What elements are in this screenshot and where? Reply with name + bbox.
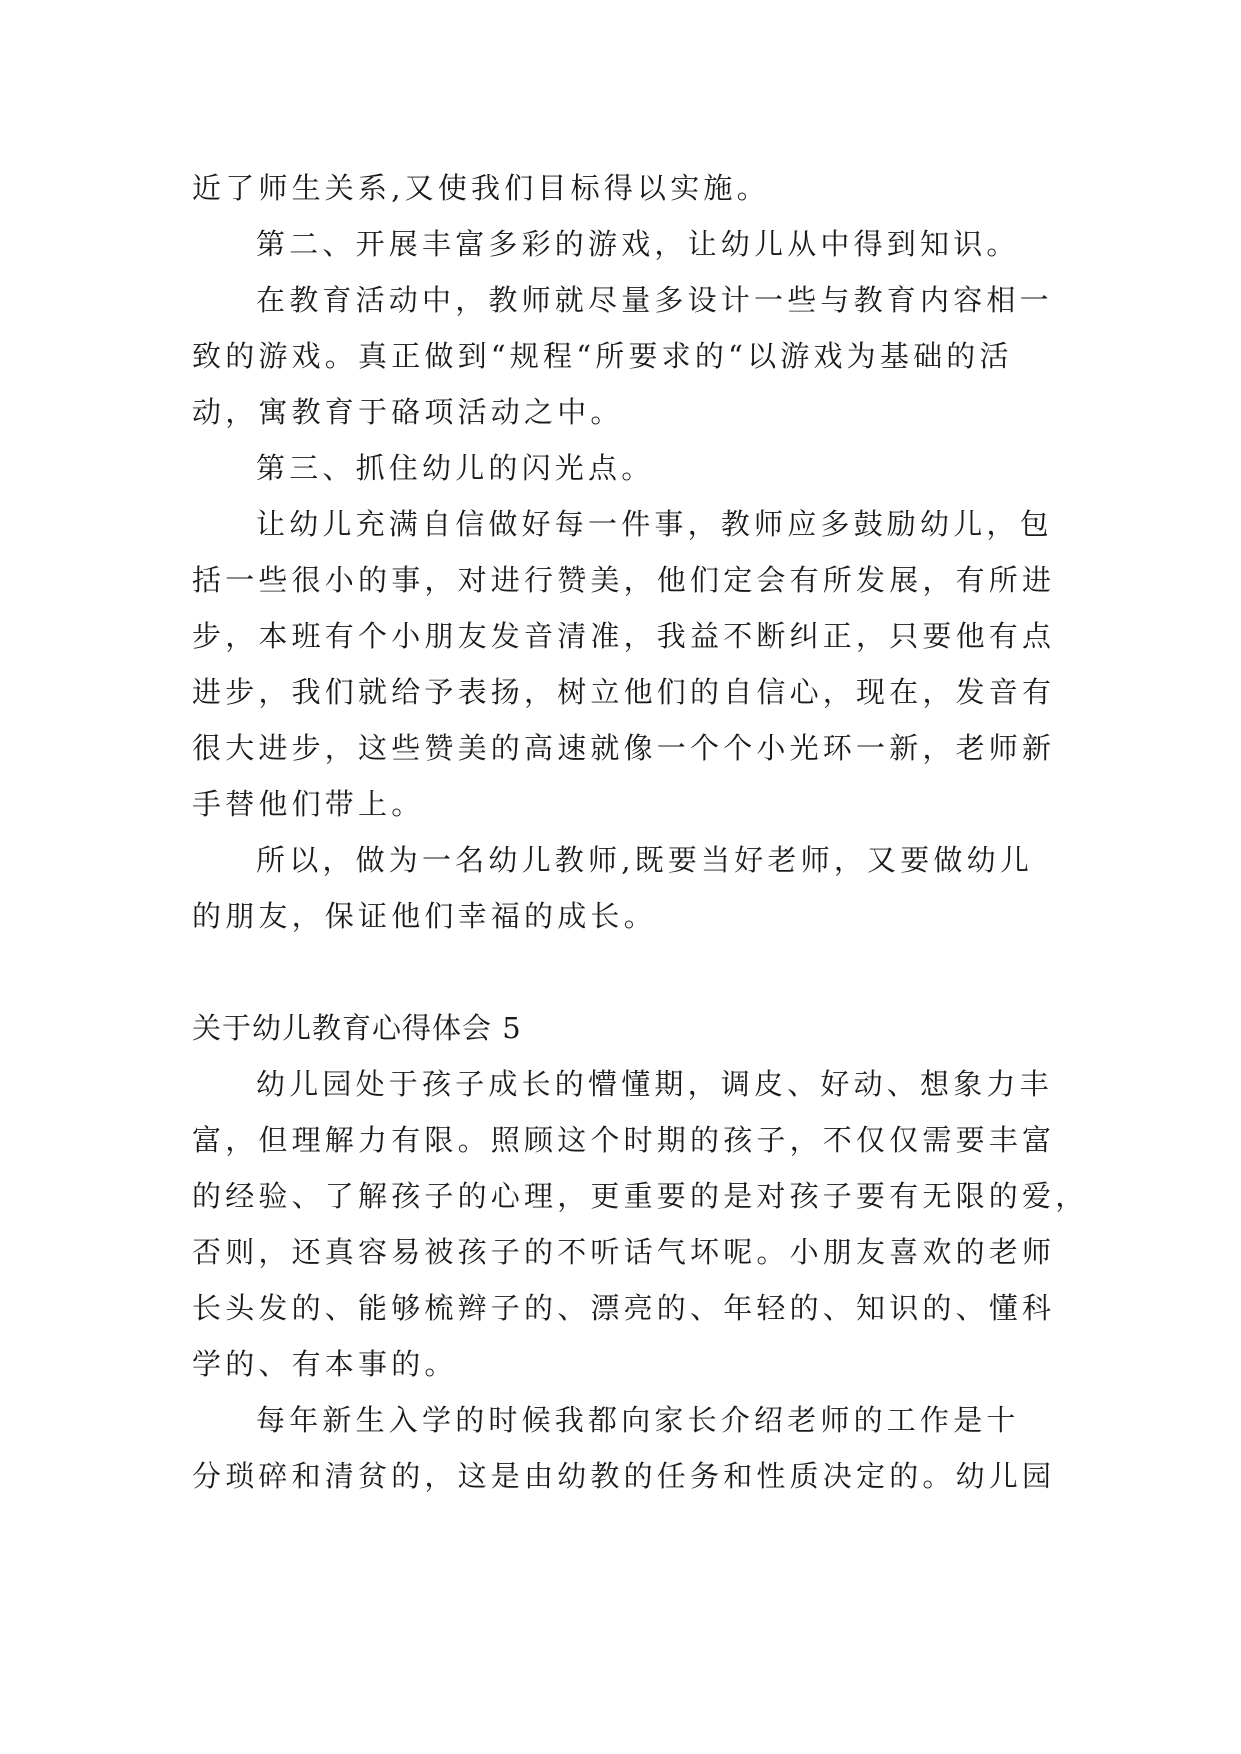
text-line: 动，寓教育于硌项活动之中。 (192, 395, 624, 429)
text-line: 否则，还真容易被孩子的不听话气坏呢。小朋友喜欢的老师 (192, 1235, 1056, 1269)
text-line: 富，但理解力有限。照顾这个时期的孩子，不仅仅需要丰富 (192, 1123, 1056, 1157)
paragraph-heading-second: 第二、开展丰富多彩的游戏，让幼儿从中得到知识。 (256, 227, 1020, 261)
text-line: 在教育活动中，教师就尽量多设计一些与教育内容相一 (256, 283, 1053, 317)
paragraph-heading-third: 第三、抓住幼儿的闪光点。 (256, 451, 655, 485)
text-line: 进步，我们就给予表扬，树立他们的自信心，现在，发音有 (192, 675, 1056, 709)
text-line: 括一些很小的事，对进行赞美，他们定会有所发展，有所进 (192, 563, 1056, 597)
document-body (192, 160, 1089, 1504)
text-line: 的朋友，保证他们幸福的成长。 (192, 899, 657, 933)
text-line: 每年新生入学的时候我都向家长介绍老师的工作是十 (256, 1403, 1020, 1437)
text-line: 手替他们带上。 (192, 787, 425, 821)
text-line: 很大进步，这些赞美的高速就像一个个小光环一新，老师新 (192, 731, 1056, 765)
text-line: 让幼儿充满自信做好每一件事，教师应多鼓励幼儿，包 (256, 507, 1053, 541)
section-spacer (192, 944, 1052, 1000)
text-line: 所以，做为一名幼儿教师,既要当好老师，又要做幼儿 (256, 843, 1034, 877)
text-line: 近了师生关系,又使我们目标得以实施。 (192, 171, 770, 205)
text-line: 的经验、了解孩子的心理，更重要的是对孩子要有无限的爱， (192, 1179, 1089, 1213)
text-line: 幼儿园处于孩子成长的懵懂期，调皮、好动、想象力丰 (256, 1067, 1053, 1101)
text-line: 致的游戏。真正做到“规程“所要求的“以游戏为基础的活 (192, 339, 1013, 373)
text-line: 步，本班有个小朋友发音清准，我益不断纠正，只要他有点 (192, 619, 1056, 653)
text-line: 长头发的、能够梳辫子的、漂亮的、年轻的、知识的、懂科 (192, 1291, 1056, 1325)
section-title: 关于幼儿教育心得体会 5 (192, 1011, 522, 1045)
text-line: 分琐碎和清贫的，这是由幼教的任务和性质决定的。幼儿园 (192, 1459, 1056, 1493)
text-line: 学的、有本事的。 (192, 1347, 458, 1381)
